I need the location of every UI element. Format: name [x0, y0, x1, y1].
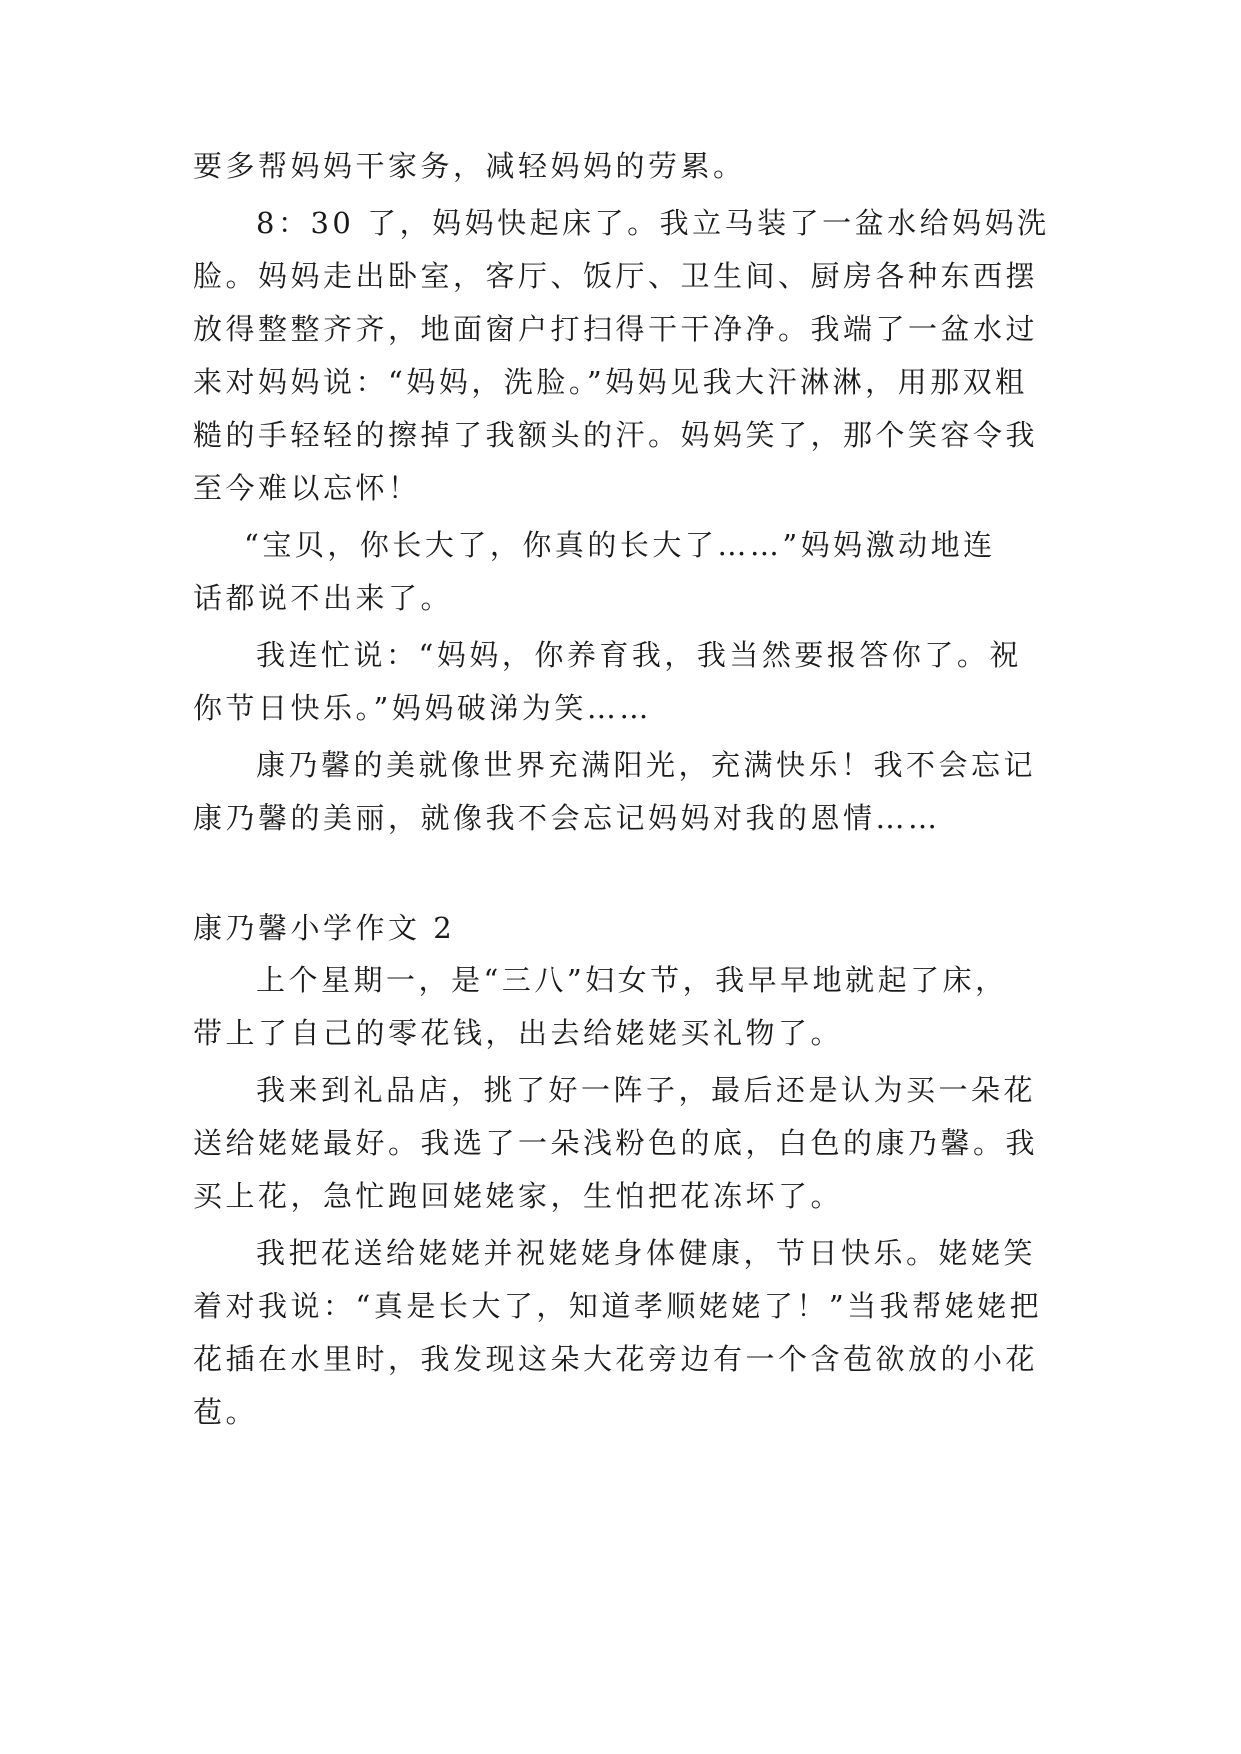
- paragraph-line: 8：30 了，妈妈快起床了。我立马装了一盆水给妈妈洗: [256, 206, 1050, 240]
- paragraph-line: 送给姥姥最好。我选了一朵浅粉色的底，白色的康乃馨。我: [193, 1126, 1039, 1160]
- paragraph-line: 康乃馨的美就像世界充满阳光，充满快乐！我不会忘记: [256, 748, 1037, 782]
- paragraph-line: 我把花送给姥姥并祝姥姥身体健康，节日快乐。姥姥笑: [256, 1236, 1037, 1270]
- paragraph-line: 带上了自己的零花钱，出去给姥姥买礼物了。: [193, 1016, 844, 1050]
- paragraph-line: 话都说不出来了。: [193, 581, 454, 615]
- paragraph-line: 放得整整齐齐，地面窗户打扫得干干净净。我端了一盆水过: [193, 312, 1039, 346]
- paragraph-line: 要多帮妈妈干家务，减轻妈妈的劳累。: [193, 149, 746, 183]
- paragraph-line: “宝贝，你长大了，你真的长大了……”妈妈激动地连: [244, 528, 996, 562]
- paragraph-line: 上个星期一，是“三八”妇女节，我早早地就起了床，: [256, 963, 1008, 997]
- essay-title: 康乃馨小学作文 2: [193, 911, 456, 945]
- paragraph-line: 康乃馨的美丽，就像我不会忘记妈妈对我的恩情……: [193, 801, 941, 835]
- paragraph-line: 来对妈妈说：“妈妈，洗脸。”妈妈见我大汗淋淋，用那双粗: [193, 365, 1028, 399]
- paragraph-line: 着对我说：“真是长大了，知道孝顺姥姥了！”当我帮姥姥把: [193, 1289, 1043, 1323]
- paragraph-line: 糙的手轻轻的擦掉了我额头的汗。妈妈笑了，那个笑容令我: [193, 418, 1039, 452]
- paragraph-line: 至今难以忘怀！: [193, 471, 421, 505]
- paragraph-line: 你节日快乐。”妈妈破涕为笑……: [193, 691, 652, 725]
- paragraph-line: 我连忙说：“妈妈，你养育我，我当然要报答你了。祝: [256, 638, 1022, 672]
- paragraph-line: 买上花，急忙跑回姥姥家，生怕把花冻坏了。: [193, 1179, 844, 1213]
- paragraph-line: 我来到礼品店，挑了好一阵子，最后还是认为买一朵花: [256, 1073, 1037, 1107]
- paragraph-line: 花插在水里时，我发现这朵大花旁边有一个含苞欲放的小花: [193, 1342, 1039, 1376]
- paragraph-line: 脸。妈妈走出卧室，客厅、饭厅、卫生间、厨房各种东西摆: [193, 259, 1039, 293]
- paragraph-line: 苞。: [193, 1395, 259, 1429]
